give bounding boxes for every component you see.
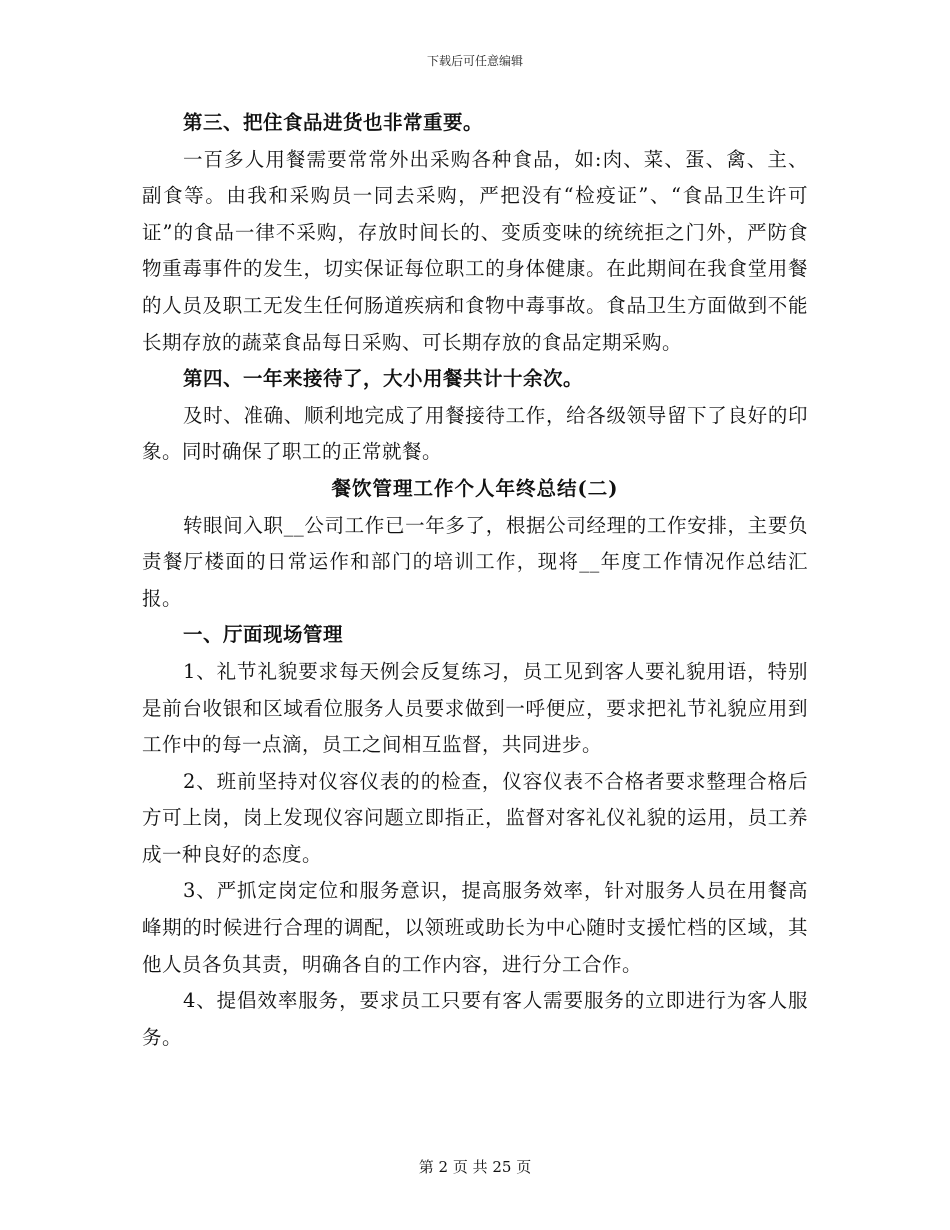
body-paragraph: 转眼间入职__公司工作已一年多了，根据公司经理的工作安排，主要负责餐厅楼面的日常运作和部门的培训工作，现将__年度工作情况作总结汇报。	[142, 513, 808, 610]
list-item: 1、礼节礼貌要求每天例会反复练习，员工见到客人要礼貌用语，特别是前台收银和区域看位服务人员要求做到一呼便应，要求把礼节礼貌应用到工作中的每一点滴，员工之间相互监督，共同进步。	[142, 659, 808, 757]
section-heading-4: 第四、一年来接待了，大小用餐共计十余次。	[182, 367, 583, 391]
page-number: 第 2 页 共 25 页	[418, 1158, 532, 1176]
list-item: 3、严抓定岗定位和服务意识，提高服务效率，针对服务人员在用餐高峰期的时候进行合理的调配，以领班或助长为中心随时支援忙档的区域，其他人员各负其责，明确各自的工作内容，进行分工合作。	[142, 879, 808, 976]
body-paragraph: 及时、准确、顺利地完成了用餐接待工作，给各级领导留下了良好的印象。同时确保了职工的正常就餐。	[142, 403, 808, 464]
body-paragraph: 一百多人用餐需要常常外出采购各种食品，如:肉、菜、蛋、禽、主、副食等。由我和采购员一同去采购，严把没有“检疫证”、“食品卫生许可证”的食品一律不采购，存放时间长的、变质变味的统统拒之门外，严防食物重毒事件的发生，切实保证每位职工的身体健康。在此期间在我食堂用餐的人员及职工无发生任何肠道疾病和食物中毒事故。食品卫生方面做到不能长期存放的蔬菜食品每日采购、可长期存放的食品定期采购。	[142, 147, 808, 354]
page-header: 下载后可任意编辑	[426, 54, 523, 68]
list-item: 4、提倡效率服务，要求员工只要有客人需要服务的立即进行为客人服务。	[142, 989, 808, 1049]
document-body	[142, 105, 808, 1056]
document-title: 餐饮管理工作个人年终总结(二)	[331, 476, 619, 500]
section-heading-3: 第三、把住食品进货也非常重要。	[182, 111, 483, 134]
list-item: 2、班前坚持对仪容仪表的的检查，仪容仪表不合格者要求整理合格后方可上岗，岗上发现仪容问题立即指正，监督对客礼仪礼貌的运用，员工养成一种良好的态度。	[142, 769, 808, 866]
section-heading-1: 一、厅面现场管理	[182, 623, 343, 647]
